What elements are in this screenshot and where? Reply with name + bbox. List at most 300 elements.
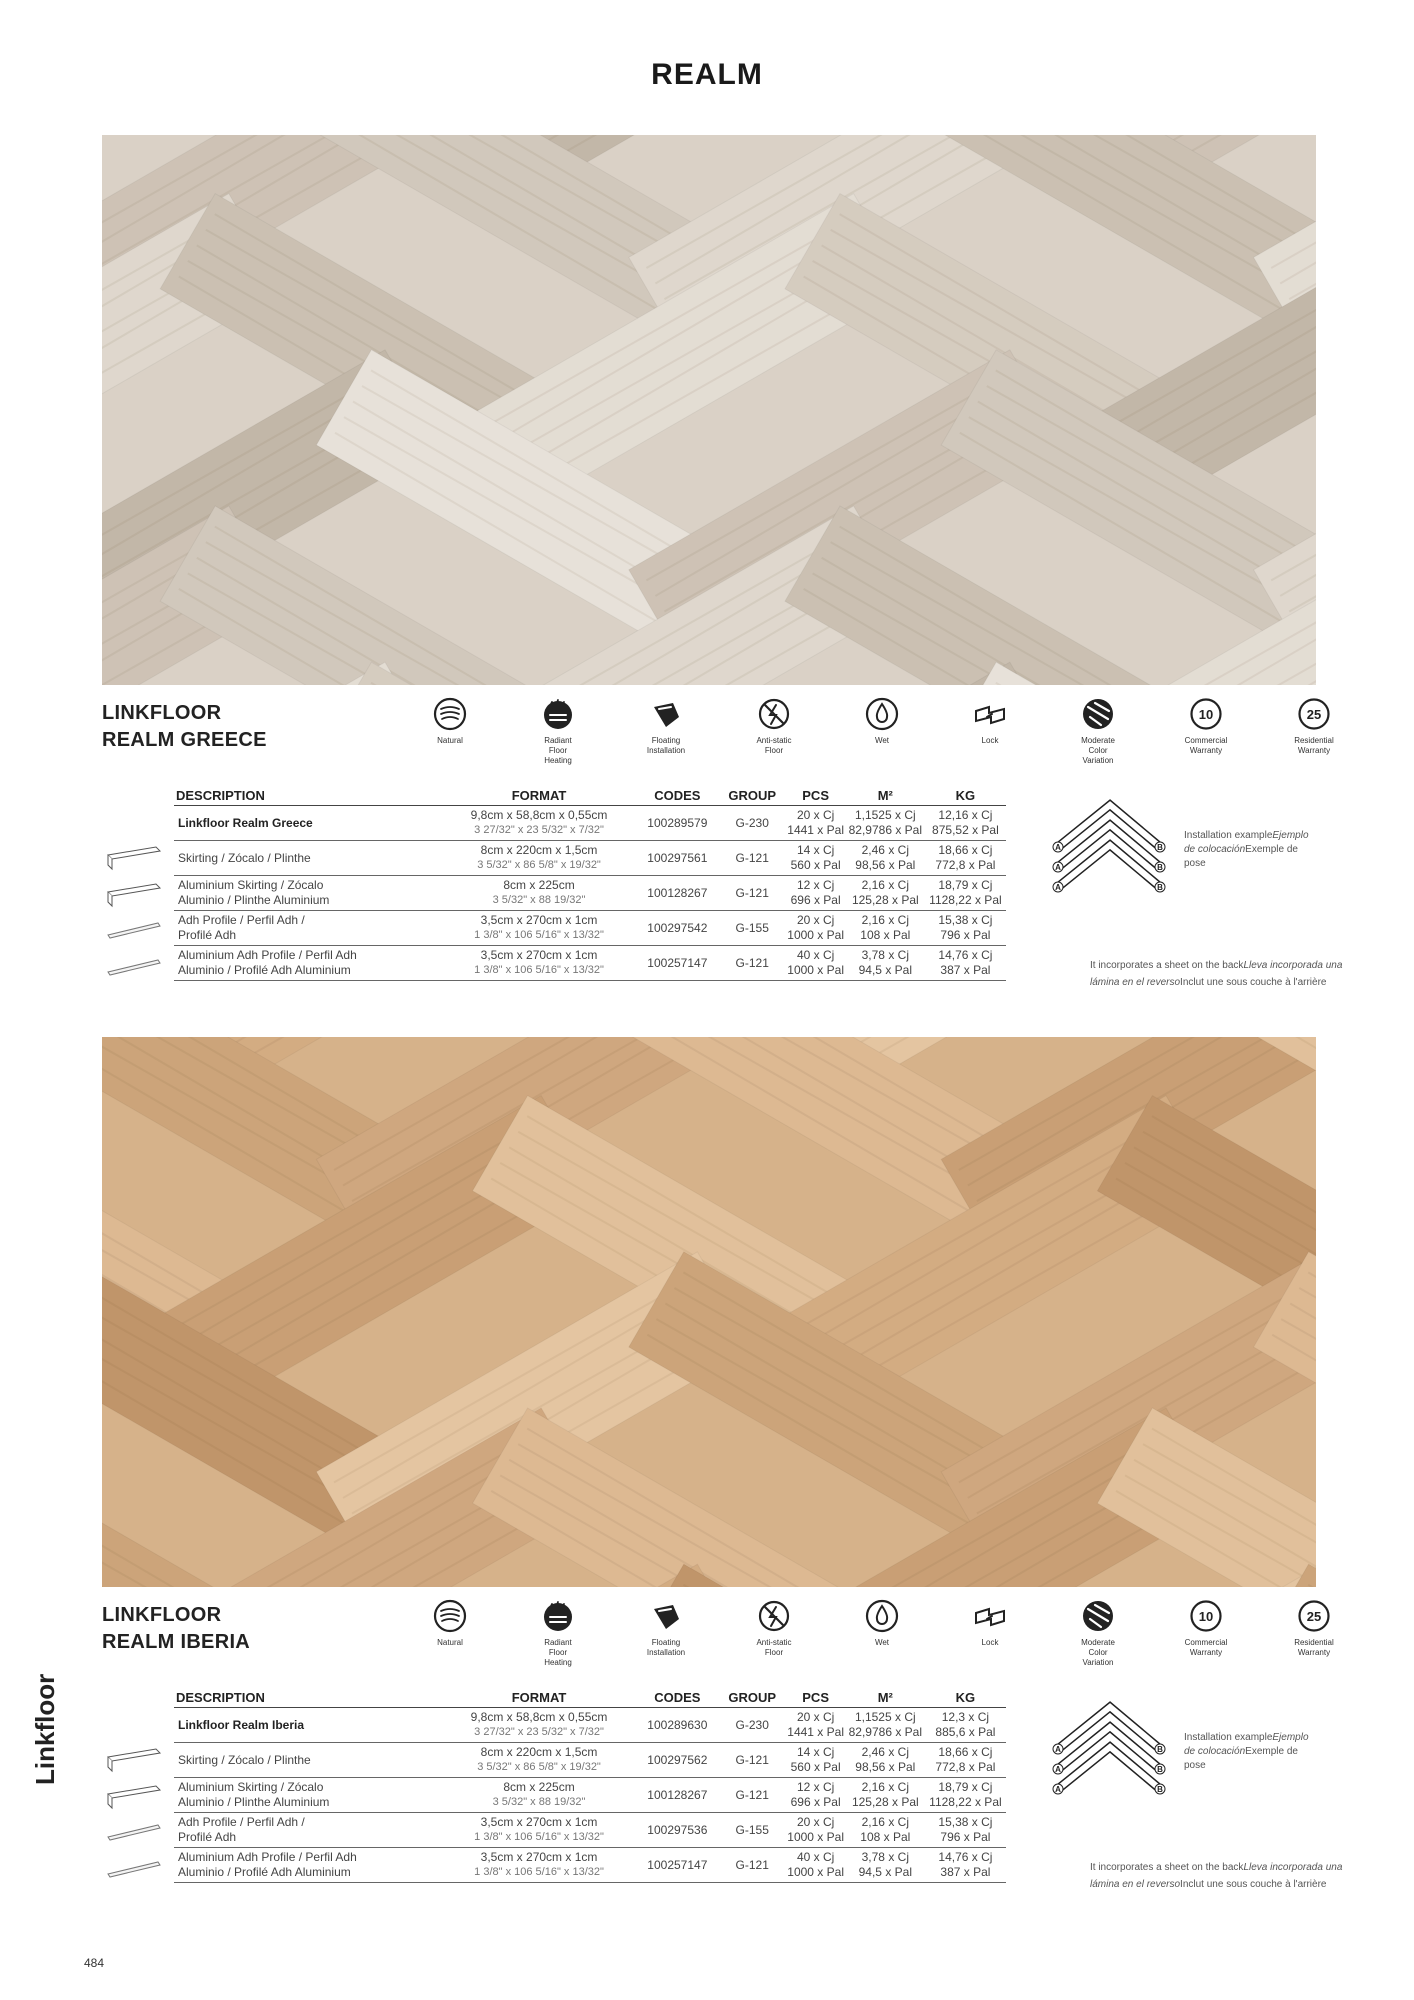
group-cell: G-121 [719,876,786,911]
feature-label: Moderate Color Variation [1081,736,1115,765]
backing-es: Lleva incorporada una lámina en el reverso [1090,960,1343,988]
m2-per-box: 3,78 x Cj [861,1850,909,1864]
m2-per-pallet: 94,5 x Pal [858,963,912,977]
feature-icons [410,1599,1340,1669]
column-header: PCS [785,787,845,806]
table-row [174,1778,1006,1813]
feature-icons [410,697,1340,767]
kg-per-box: 15,38 x Cj [938,913,993,927]
feature-commercial-warranty [1166,1599,1246,1658]
feature-label: Wet [874,1638,890,1647]
column-header: FORMAT [442,787,635,806]
column-header: GROUP [719,787,786,806]
kg-per-pallet: 1128,22 x Pal [929,1795,1002,1809]
backing-note [1090,957,1350,991]
radiant-floor-heating-icon [541,697,575,731]
format-metric: 8cm x 225cm [503,1780,575,1794]
m2-per-pallet: 94,5 x Pal [858,1865,912,1879]
code-cell: 100289579 [636,806,719,841]
installation-caption [1184,1731,1310,1773]
format-imperial: 3 5/32" x 86 5/8" x 19/32" [477,1761,601,1773]
profile-thumbnail [104,952,164,982]
caption-es: Ejemplo de colocación [1184,1732,1309,1757]
feature-wet [842,697,922,746]
m2-cell [846,806,925,841]
pcs-per-pallet: 1000 x Pal [787,1830,844,1844]
pcs-cell [785,1708,845,1743]
skirting-thumbnail [104,841,164,871]
radiant-floor-heating-icon [541,1599,575,1633]
group-cell: G-230 [719,1708,786,1743]
format-metric: 9,8cm x 58,8cm x 0,55cm [470,808,608,822]
m2-per-box: 2,16 x Cj [861,1780,909,1794]
spec-table [174,787,1006,981]
format-metric: 3,5cm x 270cm x 1cm [480,948,598,962]
kg-per-pallet: 772,8 x Pal [935,858,996,872]
installation-letter-b: B [1157,883,1163,892]
description-line: Aluminio / Plinthe Aluminium [178,1795,330,1809]
page-title: REALM [651,58,763,91]
table-row [174,1848,1006,1883]
m2-cell [846,876,925,911]
table-header-row [174,1689,1006,1708]
pcs-per-box: 14 x Cj [796,1745,835,1759]
description-cell [174,946,442,981]
product-name [102,1602,250,1656]
feature-residential-warranty [1274,697,1354,756]
installation-letter-a: A [1055,1745,1061,1754]
installation-letter-b: B [1157,1745,1163,1754]
format-imperial: 3 5/32" x 88 19/32" [492,1796,586,1808]
code-cell: 100297561 [636,841,719,876]
m2-per-pallet: 125,28 x Pal [851,1795,919,1809]
format-cell [442,1813,635,1848]
pcs-per-box: 40 x Cj [796,1850,835,1864]
column-header: CODES [636,1689,719,1708]
pcs-cell [785,911,845,946]
skirting-thumbnail [104,1780,164,1810]
pcs-per-pallet: 696 x Pal [790,1795,841,1809]
pcs-per-pallet: 1441 x Pal [787,823,844,837]
format-cell [442,806,635,841]
group-cell: G-121 [719,946,786,981]
backing-fr: Inclut une sous couche à l'arrière [1180,1879,1327,1890]
column-header: M² [846,787,925,806]
product-model: REALM GREECE [102,729,267,751]
commercial-warranty-icon [1189,1599,1223,1633]
floor-photo-frame [102,1037,1316,1587]
table-row [174,1708,1006,1743]
m2-cell [846,1708,925,1743]
column-header: DESCRIPTION [174,787,442,806]
kg-per-box: 18,79 x Cj [938,1780,993,1794]
m2-cell [846,1743,925,1778]
feature-wet [842,1599,922,1648]
kg-per-box: 15,38 x Cj [938,1815,993,1829]
format-cell [442,841,635,876]
feature-label: Natural [437,1638,463,1647]
table-row [174,876,1006,911]
format-metric: 8cm x 220cm x 1,5cm [480,1745,598,1759]
feature-label: Residential Warranty [1294,736,1334,755]
moderate-color-variation-icon [1081,697,1115,731]
table-row [174,806,1006,841]
feature-label: Lock [981,1638,999,1647]
commercial-warranty-icon [1189,697,1223,731]
feature-label: Anti-static Floor [756,1638,792,1657]
description-line: Aluminium Adh Profile / Perfil Adh [178,1850,357,1864]
format-cell [442,1778,635,1813]
feature-radiant-floor-heating [518,1599,598,1668]
format-cell [442,946,635,981]
m2-per-pallet: 125,28 x Pal [851,893,919,907]
installation-example-diagram [1050,795,1180,905]
pcs-cell [785,806,845,841]
description-line: Profilé Adh [178,928,237,942]
feature-natural [410,697,490,746]
description-line: Aluminium Adh Profile / Perfil Adh [178,948,357,962]
warranty-years: 10 [1198,1609,1214,1624]
pcs-per-box: 40 x Cj [796,948,835,962]
table-header-row [174,787,1006,806]
kg-per-pallet: 796 x Pal [940,928,991,942]
feature-moderate-color-variation [1058,697,1138,766]
description-line: Linkfloor Realm Iberia [178,1717,305,1732]
installation-letter-b: B [1157,843,1163,852]
pcs-per-box: 20 x Cj [796,808,835,822]
kg-cell [925,876,1006,911]
pcs-per-box: 12 x Cj [796,878,835,892]
feature-lock [950,697,1030,746]
feature-label: Floating Installation [646,1638,686,1657]
code-cell: 100297562 [636,1743,719,1778]
feature-label: Floating Installation [646,736,686,755]
wet-icon [865,1599,899,1633]
description-line: Aluminium Skirting / Zócalo [178,878,324,892]
installation-letter-a: A [1055,1785,1061,1794]
backing-en: It incorporates a sheet on the back [1090,960,1244,971]
kg-per-box: 14,76 x Cj [938,1850,993,1864]
table-row [174,1743,1006,1778]
pcs-per-box: 12 x Cj [796,1780,835,1794]
pcs-per-pallet: 560 x Pal [790,1760,841,1774]
natural-icon [433,1599,467,1633]
group-cell: G-121 [719,1778,786,1813]
warranty-years: 25 [1306,707,1322,722]
code-cell: 100289630 [636,1708,719,1743]
description-line: Aluminio / Plinthe Aluminium [178,893,330,907]
column-header: KG [925,787,1006,806]
lock-icon [973,1599,1007,1633]
kg-per-box: 12,3 x Cj [941,1710,990,1724]
product-brand: LINKFLOOR [102,1604,222,1626]
column-header: KG [925,1689,1006,1708]
code-cell: 100128267 [636,876,719,911]
m2-cell [846,1778,925,1813]
pcs-per-pallet: 1000 x Pal [787,963,844,977]
kg-per-pallet: 1128,22 x Pal [929,893,1002,907]
backing-fr: Inclut une sous couche à l'arrière [1180,977,1327,988]
description-line: Aluminio / Profilé Adh Aluminium [178,1865,351,1879]
feature-label: Commercial Warranty [1184,1638,1228,1657]
side-label: Linkfloor [30,1673,60,1785]
kg-cell [925,1848,1006,1883]
pcs-cell [785,1778,845,1813]
kg-per-pallet: 875,52 x Pal [932,823,999,837]
profile-thumbnail [104,1854,164,1884]
description-line: Aluminium Skirting / Zócalo [178,1780,324,1794]
spec-table [174,1689,1006,1883]
format-imperial: 3 27/32" x 23 5/32" x 7/32" [474,1726,604,1738]
feature-label: Wet [874,736,890,745]
installation-example [1050,795,1310,905]
feature-radiant-floor-heating [518,697,598,766]
m2-cell [846,946,925,981]
group-cell: G-121 [719,1743,786,1778]
column-header: PCS [785,1689,845,1708]
skirting-thumbnail [104,878,164,908]
description-line: Profilé Adh [178,1830,237,1844]
product-name [102,700,267,754]
m2-per-pallet: 98,56 x Pal [855,1760,916,1774]
description-line: Adh Profile / Perfil Adh / [178,913,305,927]
m2-cell [846,911,925,946]
column-header: FORMAT [442,1689,635,1708]
kg-cell [925,946,1006,981]
m2-per-box: 2,16 x Cj [861,878,909,892]
m2-per-box: 2,16 x Cj [861,1815,909,1829]
description-line: Skirting / Zócalo / Plinthe [178,850,311,865]
kg-cell [925,1708,1006,1743]
kg-per-box: 18,79 x Cj [938,878,993,892]
feature-floating-installation [626,1599,706,1658]
code-cell: 100257147 [636,946,719,981]
feature-label: Lock [981,736,999,745]
feature-lock [950,1599,1030,1648]
profile-thumbnail [104,915,164,945]
column-header: CODES [636,787,719,806]
feature-moderate-color-variation [1058,1599,1138,1668]
description-line: Adh Profile / Perfil Adh / [178,1815,305,1829]
installation-letter-b: B [1157,1765,1163,1774]
anti-static-floor-icon [757,697,791,731]
table-row [174,911,1006,946]
feature-anti-static-floor [734,1599,814,1658]
kg-per-box: 18,66 x Cj [938,843,993,857]
format-cell [442,876,635,911]
residential-warranty-icon [1297,697,1331,731]
feature-label: Anti-static Floor [756,736,792,755]
m2-per-box: 2,46 x Cj [861,843,909,857]
format-cell [442,911,635,946]
m2-cell [846,1813,925,1848]
kg-per-pallet: 885,6 x Pal [935,1725,996,1739]
format-metric: 9,8cm x 58,8cm x 0,55cm [470,1710,608,1724]
pcs-cell [785,1743,845,1778]
page-number: 484 [84,1956,105,1970]
column-header: GROUP [719,1689,786,1708]
residential-warranty-icon [1297,1599,1331,1633]
group-cell: G-121 [719,1848,786,1883]
floor-photo [102,1037,1316,1587]
installation-example-diagram [1050,1697,1180,1807]
pcs-cell [785,1813,845,1848]
product-section-iberia [100,1037,1343,1937]
description-line: Aluminio / Profilé Adh Aluminium [178,963,351,977]
pcs-cell [785,841,845,876]
m2-per-box: 1,1525 x Cj [854,808,916,822]
installation-letter-b: B [1157,863,1163,872]
description-cell [174,1813,442,1848]
m2-per-pallet: 82,9786 x Pal [848,1725,922,1739]
product-section-greece [100,135,1343,1005]
m2-per-box: 3,78 x Cj [861,948,909,962]
description-cell [174,1778,442,1813]
group-cell: G-155 [719,911,786,946]
kg-per-box: 18,66 x Cj [938,1745,993,1759]
description-line: Skirting / Zócalo / Plinthe [178,1752,311,1767]
installation-caption [1184,829,1310,871]
format-metric: 8cm x 220cm x 1,5cm [480,843,598,857]
feature-label: Commercial Warranty [1184,736,1228,755]
kg-cell [925,1778,1006,1813]
pcs-cell [785,1848,845,1883]
format-cell [442,1708,635,1743]
installation-letter-a: A [1055,863,1061,872]
kg-cell [925,1813,1006,1848]
format-cell [442,1743,635,1778]
warranty-years: 25 [1306,1609,1322,1624]
caption-fr: Exemple de pose [1184,844,1298,869]
caption-fr: Exemple de pose [1184,1746,1298,1771]
installation-letter-b: B [1157,1785,1163,1794]
kg-cell [925,911,1006,946]
format-imperial: 3 5/32" x 88 19/32" [492,894,586,906]
installation-example [1050,1697,1310,1807]
caption-en: Installation example [1184,830,1273,841]
column-header: DESCRIPTION [174,1689,442,1708]
kg-per-pallet: 387 x Pal [940,1865,991,1879]
moderate-color-variation-icon [1081,1599,1115,1633]
description-cell [174,876,442,911]
format-imperial: 1 3/8" x 106 5/16" x 13/32" [474,1831,604,1843]
kg-per-pallet: 387 x Pal [940,963,991,977]
format-metric: 3,5cm x 270cm x 1cm [480,1815,598,1829]
m2-cell [846,1848,925,1883]
profile-thumbnail [104,1817,164,1847]
code-cell: 100257147 [636,1848,719,1883]
feature-label: Moderate Color Variation [1081,1638,1115,1667]
lock-icon [973,697,1007,731]
feature-commercial-warranty [1166,697,1246,756]
description-cell [174,911,442,946]
pcs-per-pallet: 1441 x Pal [787,1725,844,1739]
feature-label: Natural [437,736,463,745]
caption-en: Installation example [1184,1732,1273,1743]
m2-per-pallet: 82,9786 x Pal [848,823,922,837]
kg-per-pallet: 796 x Pal [940,1830,991,1844]
installation-letter-a: A [1055,1765,1061,1774]
format-imperial: 1 3/8" x 106 5/16" x 13/32" [474,1866,604,1878]
kg-cell [925,806,1006,841]
format-cell [442,1848,635,1883]
skirting-thumbnail [104,1743,164,1773]
feature-anti-static-floor [734,697,814,756]
m2-cell [846,841,925,876]
description-cell [174,1743,442,1778]
format-imperial: 3 27/32" x 23 5/32" x 7/32" [474,824,604,836]
table-row [174,841,1006,876]
pcs-per-pallet: 1000 x Pal [787,928,844,942]
description-line: Linkfloor Realm Greece [178,815,313,830]
installation-letter-a: A [1055,883,1061,892]
description-cell [174,1708,442,1743]
product-model: REALM IBERIA [102,1631,251,1653]
feature-floating-installation [626,697,706,756]
kg-per-pallet: 772,8 x Pal [935,1760,996,1774]
pcs-per-box: 20 x Cj [796,1710,835,1724]
description-cell [174,841,442,876]
kg-per-box: 14,76 x Cj [938,948,993,962]
code-cell: 100297542 [636,911,719,946]
group-cell: G-230 [719,806,786,841]
backing-es: Lleva incorporada una lámina en el reverso [1090,1862,1343,1890]
code-cell: 100128267 [636,1778,719,1813]
anti-static-floor-icon [757,1599,791,1633]
feature-label: Residential Warranty [1294,1638,1334,1657]
feature-residential-warranty [1274,1599,1354,1658]
m2-per-box: 1,1525 x Cj [854,1710,916,1724]
feature-label: Radiant Floor Heating [544,1638,572,1667]
pcs-per-box: 20 x Cj [796,913,835,927]
installation-letter-a: A [1055,843,1061,852]
product-brand: LINKFLOOR [102,702,222,724]
pcs-cell [785,946,845,981]
m2-per-box: 2,16 x Cj [861,913,909,927]
m2-per-pallet: 108 x Pal [860,1830,911,1844]
feature-label: Radiant Floor Heating [544,736,572,765]
kg-cell [925,1743,1006,1778]
pcs-cell [785,876,845,911]
m2-per-pallet: 98,56 x Pal [855,858,916,872]
format-imperial: 1 3/8" x 106 5/16" x 13/32" [474,929,604,941]
kg-per-box: 12,16 x Cj [938,808,993,822]
pcs-per-pallet: 560 x Pal [790,858,841,872]
table-row [174,946,1006,981]
format-metric: 3,5cm x 270cm x 1cm [480,1850,598,1864]
format-metric: 3,5cm x 270cm x 1cm [480,913,598,927]
format-metric: 8cm x 225cm [503,878,575,892]
pcs-per-pallet: 1000 x Pal [787,1865,844,1879]
pcs-per-pallet: 696 x Pal [790,893,841,907]
column-header: M² [846,1689,925,1708]
format-imperial: 1 3/8" x 106 5/16" x 13/32" [474,964,604,976]
table-row [174,1813,1006,1848]
m2-per-pallet: 108 x Pal [860,928,911,942]
backing-note [1090,1859,1350,1893]
feature-natural [410,1599,490,1648]
code-cell: 100297536 [636,1813,719,1848]
natural-icon [433,697,467,731]
group-cell: G-155 [719,1813,786,1848]
description-cell [174,806,442,841]
wet-icon [865,697,899,731]
pcs-per-box: 14 x Cj [796,843,835,857]
pcs-per-box: 20 x Cj [796,1815,835,1829]
backing-en: It incorporates a sheet on the back [1090,1862,1244,1873]
m2-per-box: 2,46 x Cj [861,1745,909,1759]
floating-installation-icon [649,697,683,731]
